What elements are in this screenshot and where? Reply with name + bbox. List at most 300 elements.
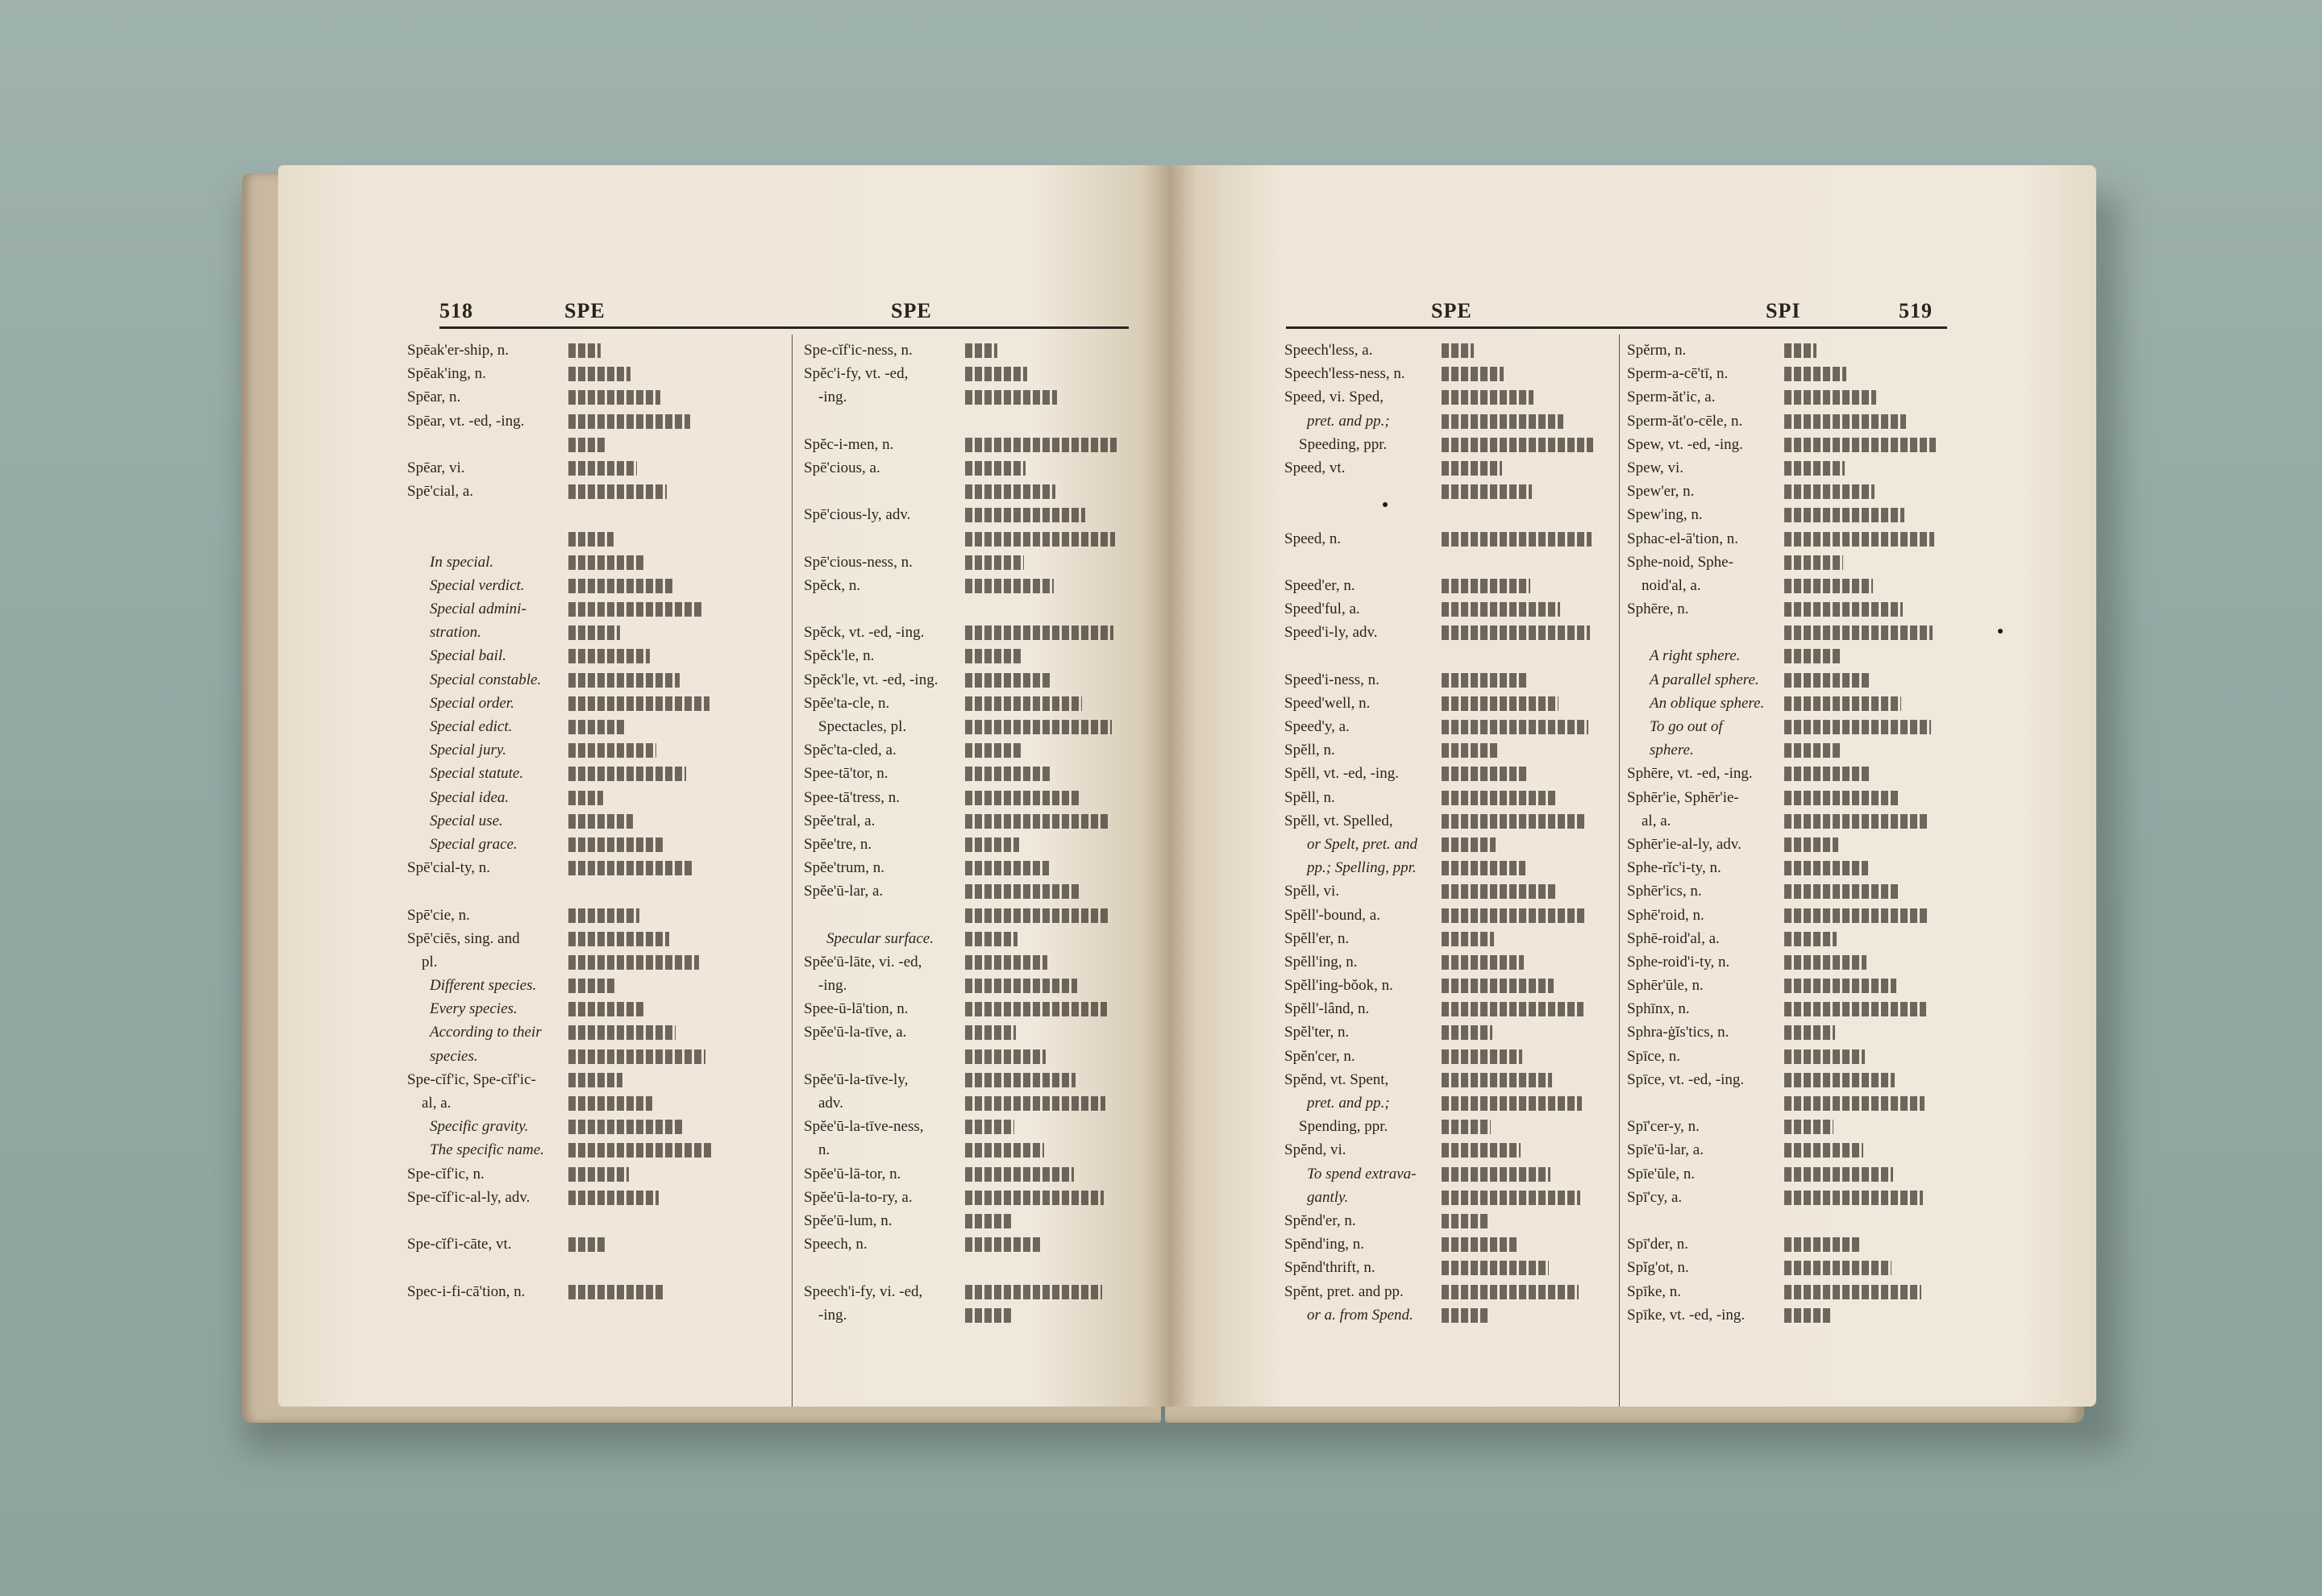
japanese-gloss-glyphs: [1784, 1191, 1923, 1205]
headword: Spĕck'le, vt. -ed, -ing.: [804, 671, 938, 688]
headword: Spī'der, n.: [1627, 1236, 1689, 1253]
japanese-gloss-glyphs: [1784, 1308, 1830, 1323]
running-head-center: SPE: [891, 299, 932, 322]
headword: Spew, vi.: [1627, 459, 1684, 476]
headword: Sphēr'ūle, n.: [1627, 977, 1704, 995]
japanese-gloss-glyphs: [965, 1073, 1076, 1087]
dictionary-entry: [407, 527, 778, 551]
dictionary-entry: [1627, 1186, 1966, 1209]
japanese-gloss-glyphs: [568, 1096, 652, 1111]
dictionary-entry: [1627, 786, 1966, 809]
headword: Spĕll, n.: [1284, 788, 1335, 806]
japanese-gloss-glyphs: [965, 579, 1054, 593]
dictionary-entry: [804, 974, 1142, 997]
headword: Spĕll'ing-bŏok, n.: [1284, 977, 1393, 995]
headword: Special statute.: [430, 765, 524, 783]
dictionary-entry: [407, 927, 778, 950]
dictionary-entry: [1284, 856, 1607, 879]
japanese-gloss-glyphs: [1784, 743, 1840, 758]
japanese-gloss-glyphs: [1442, 1025, 1492, 1040]
headword: Spĕll'er, n.: [1284, 929, 1350, 947]
headword: Sperm-a-cē'tī, n.: [1627, 365, 1729, 383]
japanese-gloss-glyphs: [1784, 1237, 1862, 1252]
headword: Spee-ū-lā'tion, n.: [804, 1000, 909, 1018]
headword: Spēar, n.: [407, 389, 461, 406]
dictionary-entry: [1627, 1138, 1966, 1162]
dictionary-entry: [1284, 809, 1607, 833]
japanese-gloss-glyphs: [1442, 955, 1524, 970]
dictionary-entry: [1284, 1303, 1607, 1327]
headword: pret. and pp.;: [1307, 412, 1390, 430]
page-number: 518: [439, 299, 473, 322]
japanese-gloss-glyphs: [1784, 438, 1936, 452]
japanese-gloss-glyphs: [1442, 438, 1593, 452]
dictionary-entry: [407, 738, 778, 762]
dictionary-entry: [1284, 551, 1607, 574]
dictionary-entry: [1627, 1162, 1966, 1186]
japanese-gloss-glyphs: [1442, 1120, 1491, 1134]
japanese-gloss-glyphs: [1784, 602, 1903, 617]
left-column-1: [407, 339, 778, 1303]
dictionary-entry: [1284, 1209, 1607, 1232]
dictionary-entry: [407, 1186, 778, 1209]
japanese-gloss-glyphs: [568, 626, 620, 640]
dictionary-entry: [1627, 1303, 1966, 1327]
headword: To spend extrava-: [1307, 1165, 1417, 1182]
dictionary-entry: [1284, 738, 1607, 762]
headword: adv.: [818, 1095, 843, 1112]
headword: To go out of: [1650, 718, 1723, 735]
japanese-gloss-glyphs: [568, 390, 660, 405]
dictionary-entry: [407, 503, 778, 526]
dictionary-entry: [1284, 1232, 1607, 1256]
japanese-gloss-glyphs: [965, 1214, 1013, 1228]
headword: Every species.: [430, 1000, 518, 1018]
japanese-gloss-glyphs: [965, 696, 1082, 711]
japanese-gloss-glyphs: [568, 343, 601, 358]
dictionary-entry: [804, 668, 1142, 692]
japanese-gloss-glyphs: [568, 1025, 676, 1040]
dictionary-entry: [804, 1256, 1142, 1279]
headword: Sphīnx, n.: [1627, 1000, 1690, 1018]
dictionary-entry: [1284, 456, 1607, 480]
dictionary-entry: [407, 1045, 778, 1068]
dictionary-entry: [407, 1232, 778, 1256]
dictionary-entry: [1284, 715, 1607, 738]
japanese-gloss-glyphs: [568, 791, 603, 805]
headword: Spee-tā'tor, n.: [804, 765, 888, 783]
dictionary-entry: [407, 385, 778, 409]
dictionary-entry: [804, 997, 1142, 1020]
japanese-gloss-glyphs: [1442, 814, 1587, 829]
column-rule: [1619, 335, 1620, 1407]
dictionary-entry: [804, 1303, 1142, 1327]
headword: Special order.: [430, 694, 514, 712]
headword: Spĕck, vt. -ed, -ing.: [804, 624, 925, 642]
headword: Spĕe'ū-la-to-ry, a.: [804, 1188, 913, 1206]
headword: Speech'less, a.: [1284, 342, 1373, 359]
japanese-gloss-glyphs: [1442, 414, 1563, 429]
headword: Spee-tā'tress, n.: [804, 788, 900, 806]
japanese-gloss-glyphs: [568, 1049, 705, 1064]
japanese-gloss-glyphs: [568, 932, 669, 946]
dictionary-entry: [1284, 621, 1607, 644]
japanese-gloss-glyphs: [1784, 1261, 1891, 1275]
japanese-gloss-glyphs: [965, 1237, 1042, 1252]
headword: Sperm-ăt'ic, a.: [1627, 389, 1716, 406]
headword: Spĕe'ta-cle, n.: [804, 694, 890, 712]
dictionary-entry: [1284, 503, 1607, 526]
dictionary-entry: [407, 480, 778, 503]
headword: Spĭg'ot, n.: [1627, 1259, 1689, 1277]
headword: Sphē-roid'al, a.: [1627, 929, 1720, 947]
headword: Special use.: [430, 812, 503, 829]
dictionary-entry: [804, 1280, 1142, 1303]
japanese-gloss-glyphs: [1784, 791, 1900, 805]
japanese-gloss-glyphs: [1784, 673, 1871, 688]
japanese-gloss-glyphs: [568, 814, 633, 829]
headword: Spīe'ūle, n.: [1627, 1165, 1696, 1182]
headword: Sphēre, n.: [1627, 601, 1689, 618]
japanese-gloss-glyphs: [1784, 767, 1870, 781]
japanese-gloss-glyphs: [965, 1002, 1107, 1016]
dictionary-entry: [1284, 786, 1607, 809]
dictionary-entry: [407, 1162, 778, 1186]
headword: Different species.: [430, 977, 537, 995]
headword: Speed'i-ly, adv.: [1284, 624, 1378, 642]
dictionary-entry: [804, 1068, 1142, 1091]
japanese-gloss-glyphs: [1442, 1096, 1582, 1111]
japanese-gloss-glyphs: [965, 955, 1047, 970]
dictionary-entry: [1627, 551, 1966, 574]
japanese-gloss-glyphs: [1784, 1167, 1893, 1182]
dictionary-entry: [1284, 362, 1607, 385]
dictionary-entry: [1284, 879, 1607, 903]
dictionary-entry: [804, 480, 1142, 503]
dictionary-entry: [804, 385, 1142, 409]
headword: Spe-cĭf'ic, Spe-cĭf'ic-: [407, 1070, 536, 1088]
dictionary-entry: [804, 362, 1142, 385]
dictionary-entry: [1284, 904, 1607, 927]
japanese-gloss-glyphs: [568, 979, 616, 993]
japanese-gloss-glyphs: [1442, 1285, 1579, 1299]
dictionary-entry: [804, 621, 1142, 644]
paper-mark: [1998, 629, 2003, 634]
japanese-gloss-glyphs: [568, 367, 630, 381]
dictionary-entry: [804, 644, 1142, 667]
dictionary-entry: [1284, 927, 1607, 950]
dictionary-entry: [407, 551, 778, 574]
right-column-2: [1627, 339, 1966, 1327]
japanese-gloss-glyphs: [1784, 461, 1845, 476]
dictionary-entry: [804, 1186, 1142, 1209]
dictionary-entry: [407, 1068, 778, 1091]
japanese-gloss-glyphs: [1442, 861, 1525, 875]
dictionary-entry: [1284, 1091, 1607, 1115]
japanese-gloss-glyphs: [1442, 720, 1588, 734]
japanese-gloss-glyphs: [965, 508, 1085, 522]
headword: Speed'i-ness, n.: [1284, 671, 1379, 688]
dictionary-entry: [407, 621, 778, 644]
dictionary-entry: [1627, 879, 1966, 903]
headword: Spīke, n.: [1627, 1282, 1682, 1300]
headword: Spe-cĭf'ic-ness, n.: [804, 342, 913, 359]
japanese-gloss-glyphs: [965, 461, 1026, 476]
dictionary-entry: [804, 1115, 1142, 1138]
headword: Spē'cious, a.: [804, 459, 880, 476]
dictionary-entry: [1627, 503, 1966, 526]
headword: Sperm-ăt'o-cēle, n.: [1627, 412, 1743, 430]
headword: Spĕc'i-fy, vt. -ed,: [804, 365, 909, 383]
japanese-gloss-glyphs: [1784, 932, 1837, 946]
dictionary-entry: [1627, 809, 1966, 833]
japanese-gloss-glyphs: [965, 626, 1113, 640]
headword: Spĕe'tre, n.: [804, 835, 872, 853]
headword: Special edict.: [430, 718, 513, 735]
japanese-gloss-glyphs: [568, 532, 614, 547]
headword: Spĕll, vt. -ed, -ing.: [1284, 765, 1399, 783]
dictionary-entry: [1284, 1280, 1607, 1303]
headword: Speed'er, n.: [1284, 576, 1355, 594]
headword: An oblique sphere.: [1650, 694, 1765, 712]
headword: noid'al, a.: [1642, 576, 1701, 594]
dictionary-entry: [407, 692, 778, 715]
headword: Spīce, n.: [1627, 1047, 1680, 1065]
dictionary-entry: [804, 1045, 1142, 1068]
japanese-gloss-glyphs: [568, 414, 690, 429]
dictionary-entry: [1627, 597, 1966, 621]
japanese-gloss-glyphs: [1442, 837, 1496, 852]
headword: Spĕe'trum, n.: [804, 859, 884, 877]
headword: Spĕck'le, n.: [804, 647, 875, 665]
japanese-gloss-glyphs: [568, 1073, 622, 1087]
headword: pl.: [422, 953, 438, 970]
dictionary-entry: [407, 574, 778, 597]
japanese-gloss-glyphs: [1442, 696, 1558, 711]
japanese-gloss-glyphs: [1442, 532, 1592, 547]
dictionary-entry: [1627, 480, 1966, 503]
headword: n.: [818, 1141, 830, 1159]
headword: Spew'er, n.: [1627, 483, 1695, 501]
running-head-right: SPI: [1766, 299, 1801, 322]
headword: Sphē'roid, n.: [1627, 906, 1704, 924]
dictionary-entry: [804, 715, 1142, 738]
japanese-gloss-glyphs: [965, 1285, 1102, 1299]
headword: In special.: [430, 553, 494, 571]
dictionary-entry: [1627, 362, 1966, 385]
japanese-gloss-glyphs: [965, 791, 1080, 805]
japanese-gloss-glyphs: [965, 367, 1027, 381]
dictionary-entry: [1627, 738, 1966, 762]
headword: Spĕnd, vt. Spent,: [1284, 1070, 1389, 1088]
headword: Spīce, vt. -ed, -ing.: [1627, 1070, 1745, 1088]
japanese-gloss-glyphs: [965, 438, 1117, 452]
japanese-gloss-glyphs: [1442, 1143, 1521, 1158]
japanese-gloss-glyphs: [1442, 767, 1527, 781]
dictionary-entry: [804, 574, 1142, 597]
dictionary-entry: [804, 927, 1142, 950]
japanese-gloss-glyphs: [1784, 884, 1898, 899]
dictionary-entry: [1627, 1232, 1966, 1256]
dictionary-entry: [1627, 1068, 1966, 1091]
japanese-gloss-glyphs: [1784, 861, 1868, 875]
japanese-gloss-glyphs: [965, 1120, 1014, 1134]
dictionary-entry: [1284, 385, 1607, 409]
headword: Spīke, vt. -ed, -ing.: [1627, 1306, 1746, 1324]
dictionary-entry: [1627, 715, 1966, 738]
dictionary-entry: [407, 1256, 778, 1279]
headword: Speech'less-ness, n.: [1284, 365, 1405, 383]
dictionary-entry: [804, 1020, 1142, 1044]
dictionary-entry: [407, 879, 778, 903]
dictionary-entry: [1627, 1115, 1966, 1138]
japanese-gloss-glyphs: [1784, 532, 1934, 547]
japanese-gloss-glyphs: [568, 837, 663, 852]
right-column-1: [1284, 339, 1607, 1327]
headword: Speed'well, n.: [1284, 694, 1371, 712]
dictionary-entry: [804, 339, 1142, 362]
dictionary-entry: [1627, 856, 1966, 879]
headword: Spĕe'ū-lum, n.: [804, 1212, 893, 1229]
dictionary-entry: [407, 1280, 778, 1303]
dictionary-entry: [1284, 1256, 1607, 1279]
headword: Speech, n.: [804, 1236, 868, 1253]
headword: Spĕe'tral, a.: [804, 812, 876, 829]
page-number: 519: [1899, 299, 1933, 322]
column-rule: [792, 335, 793, 1407]
japanese-gloss-glyphs: [965, 1049, 1046, 1064]
headword: Spē'cious-ness, n.: [804, 553, 913, 571]
dictionary-entry: [1284, 1138, 1607, 1162]
dictionary-entry: [407, 809, 778, 833]
dictionary-entry: [804, 879, 1142, 903]
japanese-gloss-glyphs: [1442, 908, 1585, 923]
japanese-gloss-glyphs: [1784, 696, 1901, 711]
japanese-gloss-glyphs: [568, 767, 686, 781]
japanese-gloss-glyphs: [568, 720, 626, 734]
dictionary-entry: [1627, 433, 1966, 456]
japanese-gloss-glyphs: [1442, 461, 1502, 476]
japanese-gloss-glyphs: [965, 908, 1109, 923]
japanese-gloss-glyphs: [1784, 1002, 1926, 1016]
japanese-gloss-glyphs: [1442, 1002, 1583, 1016]
japanese-gloss-glyphs: [568, 908, 639, 923]
headword: The specific name.: [430, 1141, 544, 1159]
dictionary-entry: [1627, 621, 1966, 644]
dictionary-entry: [407, 786, 778, 809]
headword: Spĕll, vi.: [1284, 883, 1340, 900]
japanese-gloss-glyphs: [568, 579, 673, 593]
headword: Spĕe'ū-la-tīve-ly,: [804, 1070, 909, 1088]
headword: Spē'cial, a.: [407, 483, 474, 501]
headword: Special jury.: [430, 742, 506, 759]
japanese-gloss-glyphs: [965, 673, 1052, 688]
japanese-gloss-glyphs: [1784, 390, 1876, 405]
japanese-gloss-glyphs: [1784, 814, 1929, 829]
headword: Sphēre, vt. -ed, -ing.: [1627, 765, 1753, 783]
dictionary-entry: [1284, 1020, 1607, 1044]
headword: Spĕnd'thrift, n.: [1284, 1259, 1375, 1277]
headword: Spēak'ing, n.: [407, 365, 486, 383]
headword: Special admini-: [430, 601, 526, 618]
japanese-gloss-glyphs: [965, 979, 1077, 993]
headword: Spe-cĭf'ic-al-ly, adv.: [407, 1188, 531, 1206]
dictionary-entry: [1627, 456, 1966, 480]
headword: or a. from Spend.: [1307, 1306, 1413, 1324]
dictionary-entry: [1627, 409, 1966, 433]
dictionary-entry: [804, 597, 1142, 621]
headword: Spĕll'-bound, a.: [1284, 906, 1380, 924]
headword: Spew, vt. -ed, -ing.: [1627, 435, 1743, 453]
dictionary-entry: [407, 856, 778, 879]
headword: pret. and pp.;: [1307, 1095, 1390, 1112]
japanese-gloss-glyphs: [1442, 979, 1554, 993]
japanese-gloss-glyphs: [568, 1143, 712, 1158]
dictionary-entry: [1284, 762, 1607, 785]
dictionary-entry: [1284, 974, 1607, 997]
dictionary-entry: [1627, 762, 1966, 785]
japanese-gloss-glyphs: [965, 1096, 1105, 1111]
headword: sphere.: [1650, 742, 1694, 759]
dictionary-entry: [804, 433, 1142, 456]
japanese-gloss-glyphs: [1784, 367, 1846, 381]
dictionary-entry: [407, 339, 778, 362]
dictionary-entry: [1284, 1068, 1607, 1091]
dictionary-entry: [407, 762, 778, 785]
dictionary-entry: [407, 904, 778, 927]
left-column-2: [804, 339, 1142, 1327]
dictionary-entry: [1627, 1045, 1966, 1068]
dictionary-entry: [407, 1115, 778, 1138]
headword: Specific gravity.: [430, 1118, 529, 1136]
headword: Spĕe'ū-lar, a.: [804, 883, 884, 900]
headword: Spĕc-i-men, n.: [804, 435, 894, 453]
japanese-gloss-glyphs: [1442, 484, 1532, 499]
japanese-gloss-glyphs: [568, 438, 607, 452]
japanese-gloss-glyphs: [1784, 955, 1866, 970]
dictionary-entry: [407, 833, 778, 856]
headword: Spĕe'ū-lā-tor, n.: [804, 1165, 901, 1182]
headword: gantly.: [1307, 1188, 1349, 1206]
dictionary-entry: [804, 1162, 1142, 1186]
headword: Spĕll, vt. Spelled,: [1284, 812, 1393, 829]
headword: al, a.: [422, 1095, 452, 1112]
dictionary-entry: [1284, 339, 1607, 362]
headword: Spĕe'ū-lāte, vi. -ed,: [804, 953, 922, 970]
japanese-gloss-glyphs: [1784, 1120, 1833, 1134]
japanese-gloss-glyphs: [568, 696, 710, 711]
dictionary-entry: [407, 597, 778, 621]
headword: pp.; Spelling, ppr.: [1307, 859, 1417, 877]
japanese-gloss-glyphs: [1784, 1285, 1921, 1299]
japanese-gloss-glyphs: [1442, 743, 1497, 758]
headword: Spec-i-fi-cā'tion, n.: [407, 1282, 526, 1300]
dictionary-entry: [804, 762, 1142, 785]
dictionary-entry: [804, 786, 1142, 809]
japanese-gloss-glyphs: [1442, 1261, 1549, 1275]
japanese-gloss-glyphs: [1442, 1237, 1519, 1252]
japanese-gloss-glyphs: [1784, 1025, 1835, 1040]
japanese-gloss-glyphs: [1442, 343, 1474, 358]
headword: Spĕl'ter, n.: [1284, 1024, 1350, 1041]
japanese-gloss-glyphs: [965, 1308, 1011, 1323]
japanese-gloss-glyphs: [965, 743, 1021, 758]
dictionary-entry: [804, 950, 1142, 974]
headword: or Spelt, pret. and: [1307, 835, 1418, 853]
japanese-gloss-glyphs: [568, 1167, 629, 1182]
headword: Speed, vi. Sped,: [1284, 389, 1384, 406]
headword: According to their: [430, 1024, 542, 1041]
